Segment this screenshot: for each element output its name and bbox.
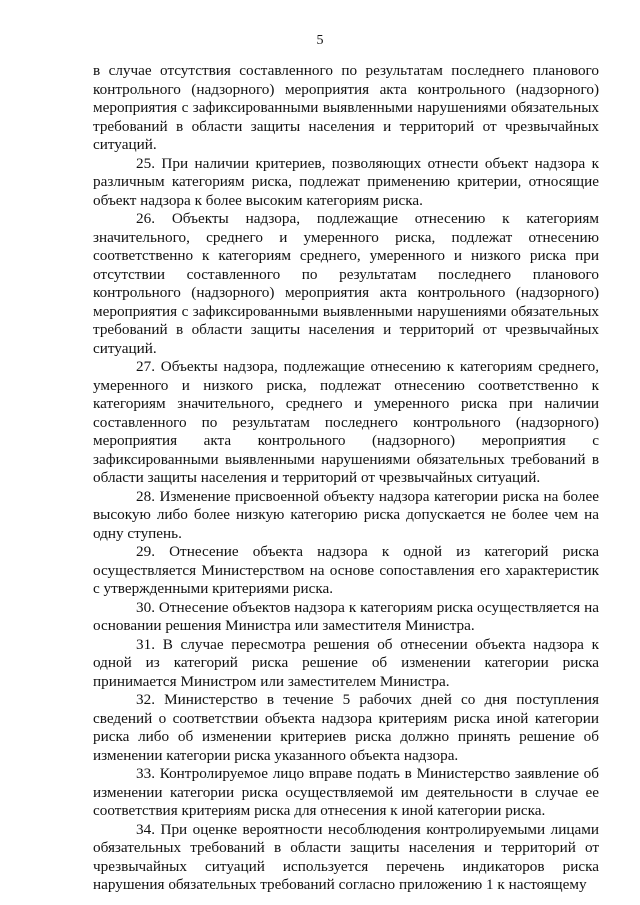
paragraph-32: 32. Министерство в течение 5 рабочих дней со дня поступления сведений о соответствии объекта надзора критериям риска иной категории риска либо об изменении критериев риска должно принять решение об изменении категории риска указанного объекта надзора. [93, 691, 599, 764]
paragraph-26: 26. Объекты надзора, подлежащие отнесению к категориям значительного, среднего и умеренного риска, подлежат отнесению соответственно к категориям среднего, умеренного и низкого риска при отсутствии составленного по результатам последнего планового контрольного (надзорного) мероприятия акта контрольного (надзорного) мероприятия с зафиксированными выявленными нарушениями обязательных требований в области защиты населения и территорий от чрезвычайных ситуаций. [93, 210, 599, 357]
page-number: 5 [316, 33, 324, 48]
paragraph-27: 27. Объекты надзора, подлежащие отнесению к категориям среднего, умеренного и низкого риска, подлежат отнесению соответственно к категориям значительного, среднего и умеренного риска при наличии составленного по результатам последнего контрольного (надзорного) мероприятия акта контрольного (надзорного) мероприятия с зафиксированными выявленными нарушениями обязательных требований в области защиты населения и территорий от чрезвычайных ситуаций. [93, 358, 599, 486]
paragraph-33: 33. Контролируемое лицо вправе подать в Министерство заявление об изменении категории риска осуществляемой им деятельности в случае ее соответствия критериям риска для отнесения к иной категории риска. [93, 765, 599, 819]
paragraph-25: 25. При наличии критериев, позволяющих отнести объект надзора к различным категориям риска, подлежат применению критерии, относящие объект надзора к более высоким категориям риска. [93, 154, 599, 209]
paragraph-30: 30. Отнесение объектов надзора к категориям риска осуществляется на основании решения Министра или заместителя Министра. [93, 598, 599, 634]
paragraph-28: 28. Изменение присвоенной объекту надзора категории риска на более высокую либо более низкую категорию риска допускается не более чем на одну ступень. [93, 487, 599, 542]
paragraph-29: 29. Отнесение объекта надзора к одной из категорий риска осуществляется Министерством на основе сопоставления его характеристик с утвержденными критериями риска. [93, 543, 599, 597]
paragraph-34: 34. При оценке вероятности несоблюдения контролируемыми лицами обязательных требований в области защиты населения и территорий от чрезвычайных ситуаций используется перечень индикаторов риска нарушения обязательных требований согласно приложению 1 к настоящему [93, 820, 599, 893]
paragraph-continuation: в случае отсутствия составленного по результатам последнего планового контрольного (надзорного) мероприятия акта контрольного (надзорного) мероприятия с зафиксированными выявленными нарушениями обязательных требований в области защиты населения и территорий от чрезвычайных ситуаций. [93, 62, 599, 153]
document-body [93, 62, 599, 895]
paragraph-31: 31. В случае пересмотра решения об отнесении объекта надзора к одной из категорий риска решение об изменении категории риска принимается Министром или заместителем Министра. [93, 635, 599, 690]
